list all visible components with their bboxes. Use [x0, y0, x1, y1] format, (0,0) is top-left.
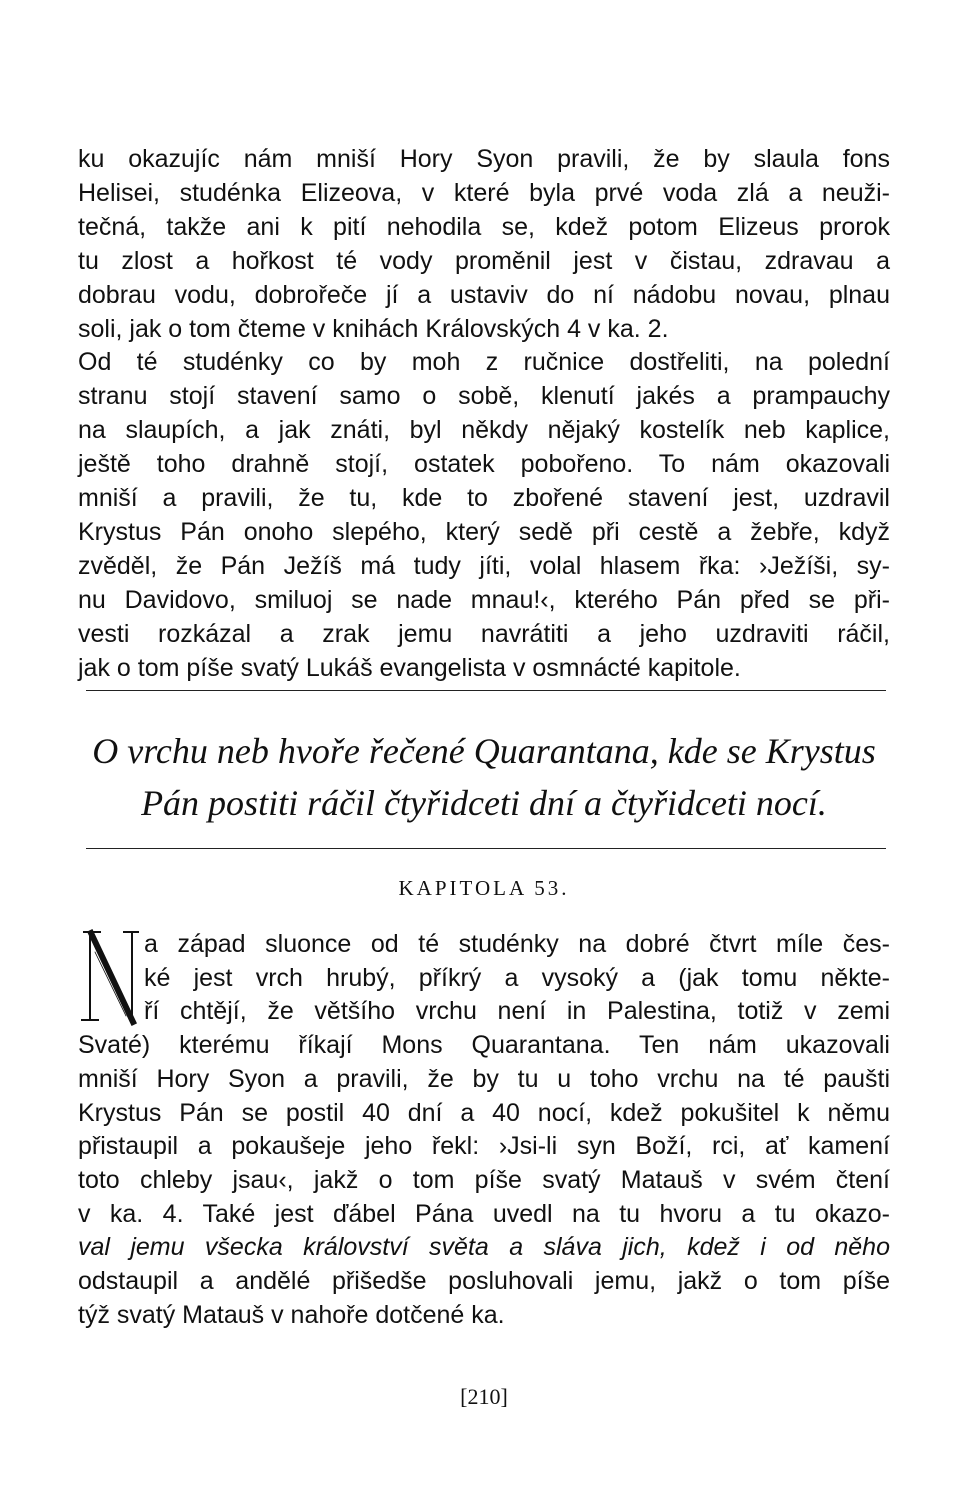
divider-top [86, 690, 886, 691]
text-line: a západ sluonce od té studénky na dobré čtvrt míle čes- [144, 930, 890, 958]
text-line: ří chtějí, že většího vrchu není in Palestina, totiž v zemi [144, 997, 890, 1026]
text-line: Krystus Pán onoho slepého, který sedě při cestě a žebře, když [78, 517, 890, 546]
text-line: týž svatý Matauš v nahoře dotčené ka. [78, 1300, 505, 1329]
text-line: v ka. 4. Také jest ďábel Pána uvedl na tu hvoru a tu okazo- [78, 1199, 890, 1228]
page-number: [210] [460, 1384, 508, 1409]
text-line: vesti rozkázal a zrak jemu navrátiti a jeho uzdraviti ráčil, [78, 619, 890, 648]
text-line: Helisei, studénka Elizeova, v které byla prvé voda zlá a neuži- [78, 178, 890, 207]
text-line: odstaupil a andělé přišedše posluhovali jemu, jakž o tom píše [78, 1267, 890, 1296]
chapter-label: KAPITOLA 53. [398, 876, 570, 900]
divider-bottom [86, 848, 886, 849]
text-line: ké jest vrch hrubý, příkrý a vysoký a (jak tomu někte- [144, 963, 890, 992]
heading-line: O vrchu neb hvoře řečené Quarantana, kde se Krystus [92, 731, 876, 771]
heading-line: Pán postiti ráčil čtyřidceti dní a čtyřidceti nocí. [141, 783, 827, 823]
text-line: stranu stojí stavení samo o sobě, klenutí jakés a prampauchy [78, 382, 890, 411]
body-paragraph [78, 928, 890, 1332]
text-line: jak o tom píše svatý Lukáš evangelista v osmnácté kapitole. [78, 653, 741, 682]
text-line: mniší Hory Syon a pravili, že by tu u toho vrchu na té paušti [78, 1064, 890, 1093]
body-paragraph-block [78, 928, 890, 1332]
text-line: přistaupil a pokaušeje jeho řekl: ›Jsi-li syn Boží, rci, ať kamení [78, 1132, 890, 1161]
text-line: tečná, takže ani k pití nehodila se, kdež potom Elizeus prorok [78, 212, 890, 241]
top-paragraph [78, 143, 890, 686]
top-paragraph-block [78, 143, 890, 686]
section-heading [78, 725, 890, 829]
text-line: nu Davidovo, smiluoj se nade mnau!‹, kterého Pán před se při- [78, 585, 890, 614]
text-line: Svaté) kterému říkají Mons Quarantana. Ten nám ukazovali [78, 1031, 890, 1060]
text-line: mniší a pravili, že tu, kde to zbořené stavení jest, uzdravil [78, 484, 890, 513]
text-line: toto chleby jsau‹, jakž o tom píše svatý Matauš v svém čtení [78, 1165, 890, 1194]
text-line: Krystus Pán se postil 40 dní a 40 nocí, kdež pokušitel k němu [78, 1098, 890, 1127]
text-line: zvěděl, že Pán Ježíš má tudy jíti, volal hlasem řka: ›Ježíši, sy- [78, 551, 890, 580]
text-line-italic: val jemu všecka království světa a sláva jich, kdež i od něho [78, 1233, 890, 1262]
text-line: soli, jak o tom čteme v knihách Královských 4 v ka. 2. [78, 314, 669, 343]
drop-cap-n-icon [78, 928, 140, 1028]
text-line: dobrau vodu, dobrořeče jí a ustaviv do ní nádobu novau, plnau [78, 280, 890, 309]
text-line: ještě toho drahně stojí, ostatek pobořeno. To nám okazovali [78, 450, 890, 479]
text-line: na slaupích, a jak znáti, byl někdy nějaký kostelík neb kaplice, [78, 416, 890, 445]
text-line: Od té studénky co by moh z ručnice dostřeliti, na polední [78, 348, 890, 377]
text-line: tu zlost a hořkost té vody proměnil jest v čistau, zdravau a [78, 246, 890, 275]
text-line: ku okazujíc nám mniší Hory Syon pravili, že by slaula fons [78, 145, 890, 173]
